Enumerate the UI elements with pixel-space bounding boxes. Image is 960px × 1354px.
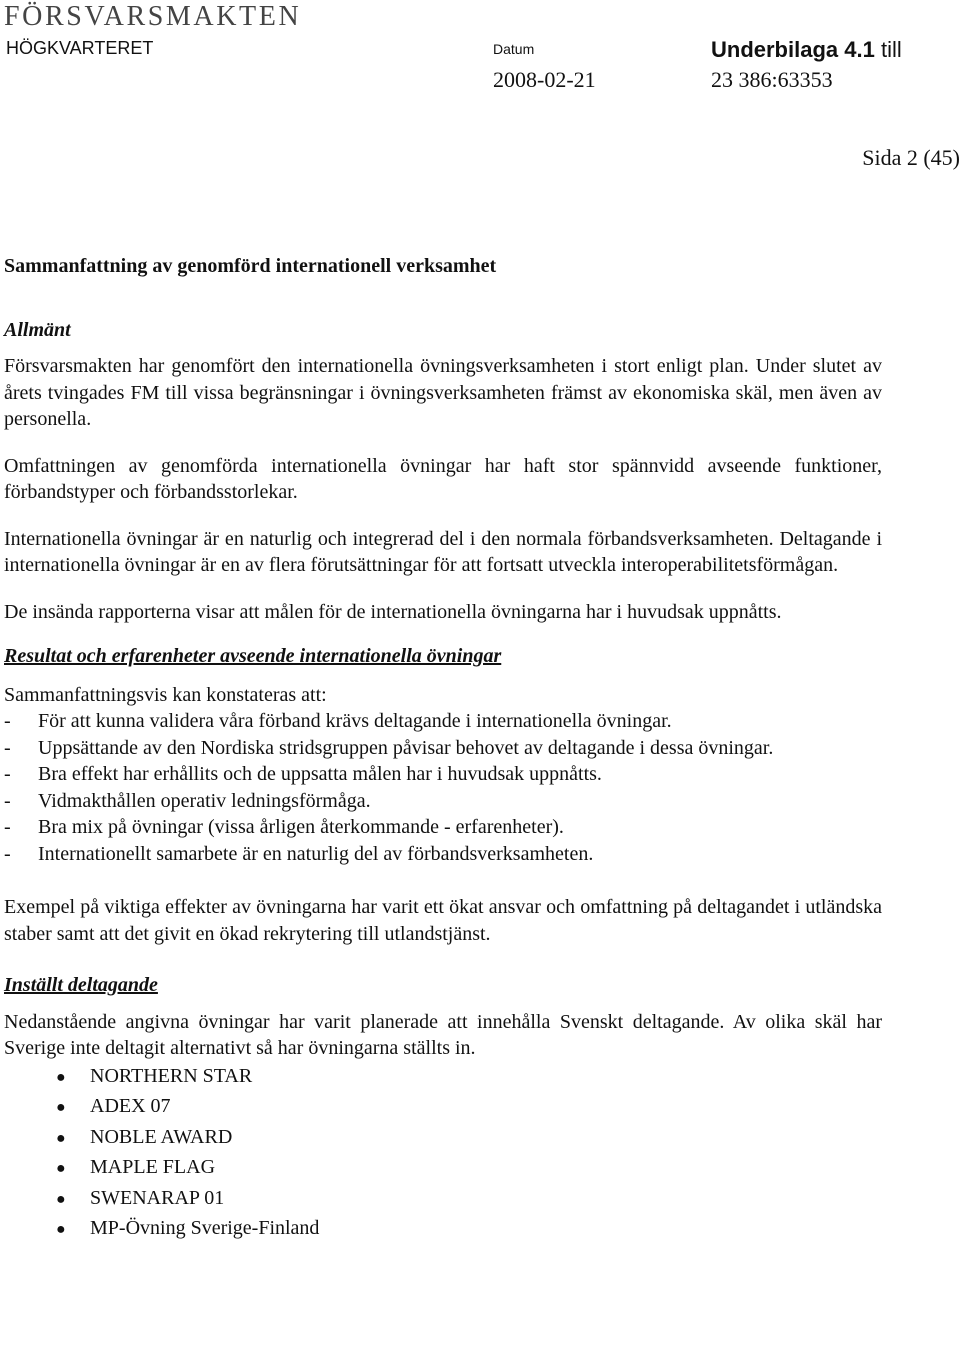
document-date: 2008-02-21 bbox=[493, 67, 596, 92]
paragraph-4: De insända rapporterna visar att målen för de internationella övningarna har i huvudsak uppnåtts. bbox=[4, 600, 782, 623]
bullet-icon: ● bbox=[56, 1068, 66, 1086]
paragraph-1: Försvarsmakten har genomfört den internationella övningsverksamheten i stort enligt plan. Under slutet av årets tvingades FM till vissa begränsningar i övningsverksamheten främst av ekonomiska skäl, men även av personella. bbox=[4, 355, 882, 430]
list-item: - För att kunna validera våra förband krävs deltagande i internationella övningar. bbox=[4, 710, 672, 732]
section-heading-cancelled: Inställt deltagande bbox=[4, 974, 158, 996]
paragraph-6: Nedanstående angivna övningar har varit planerade att innehålla Svenskt deltagande. Av olika skäl har Sverige inte deltagit alternativt så har övningarna ställts in. bbox=[4, 1010, 882, 1059]
appendix-title bbox=[711, 37, 902, 63]
page-number: Sida 2 (45) bbox=[862, 145, 960, 170]
list-item: ● NORTHERN STAR bbox=[4, 1062, 882, 1093]
list-item: ● NOBLE AWARD bbox=[4, 1123, 882, 1154]
bullet-icon: ● bbox=[56, 1190, 66, 1208]
reference-number: 23 386:63353 bbox=[711, 67, 833, 92]
bullet-icon: ● bbox=[56, 1160, 66, 1177]
list-item: - Bra mix på övningar (vissa årligen återkommande - erfarenheter). bbox=[4, 816, 564, 838]
list-item: - Internationellt samarbete är en naturlig del av förbandsverksamheten. bbox=[4, 842, 594, 865]
list-item: ● MAPLE FLAG bbox=[4, 1153, 882, 1184]
paragraph-2: Omfattningen av genomförda internationella övningar har haft stor spännvidd avseende funktioner, förbandstyper och förbandsstorlekar. bbox=[4, 454, 882, 503]
document-body bbox=[4, 253, 882, 1245]
list-item: - Uppsättande av den Nordiska stridsgruppen påvisar behovet av deltagande i dessa övningar. bbox=[4, 736, 774, 759]
cancelled-exercises-list bbox=[4, 1062, 882, 1245]
summary-list bbox=[4, 708, 882, 867]
appendix-till: till bbox=[880, 37, 902, 62]
section-heading-results: Resultat och erfarenheter avseende internationella övningar bbox=[4, 645, 502, 667]
headquarters-label: HÖGKVARTERET bbox=[6, 38, 154, 58]
list-item: - Vidmakthållen operativ ledningsförmåga. bbox=[4, 789, 371, 812]
bullet-icon: ● bbox=[56, 1099, 66, 1116]
appendix-label: Underbilaga 4.1 bbox=[711, 37, 875, 62]
bullet-icon: ● bbox=[56, 1221, 66, 1238]
list-item: ● MP-Övning Sverige-Finland bbox=[4, 1214, 882, 1245]
paragraph-5: Exempel på viktiga effekter av övningarna har varit ett ökat ansvar och omfattning på deltagandet i utländska staber samt att det givit en ökad rekrytering till utlandstjänst. bbox=[4, 896, 882, 945]
list-item: ● ADEX 07 bbox=[4, 1092, 882, 1123]
summary-intro: Sammanfattningsvis kan konstateras att: bbox=[4, 683, 327, 706]
list-item: ● SWENARAP 01 bbox=[4, 1184, 882, 1215]
list-item: - Bra effekt har erhållits och de uppsatta målen har i huvudsak uppnåtts. bbox=[4, 763, 602, 785]
date-label: Datum bbox=[493, 41, 535, 57]
bullet-icon: ● bbox=[56, 1129, 66, 1147]
section-heading-allmant: Allmänt bbox=[4, 318, 71, 341]
document-title: Sammanfattning av genomförd internationell verksamhet bbox=[4, 255, 497, 277]
paragraph-3: Internationella övningar är en naturlig och integrerad del i den normala förbandsverksamheten. Deltagande i internationella övningar är en av flera förutsättningar för att fortsatt utveckla interoperabilitetsförmågan. bbox=[4, 527, 882, 576]
organization-name: FÖRSVARSMAKTEN bbox=[4, 1, 302, 32]
